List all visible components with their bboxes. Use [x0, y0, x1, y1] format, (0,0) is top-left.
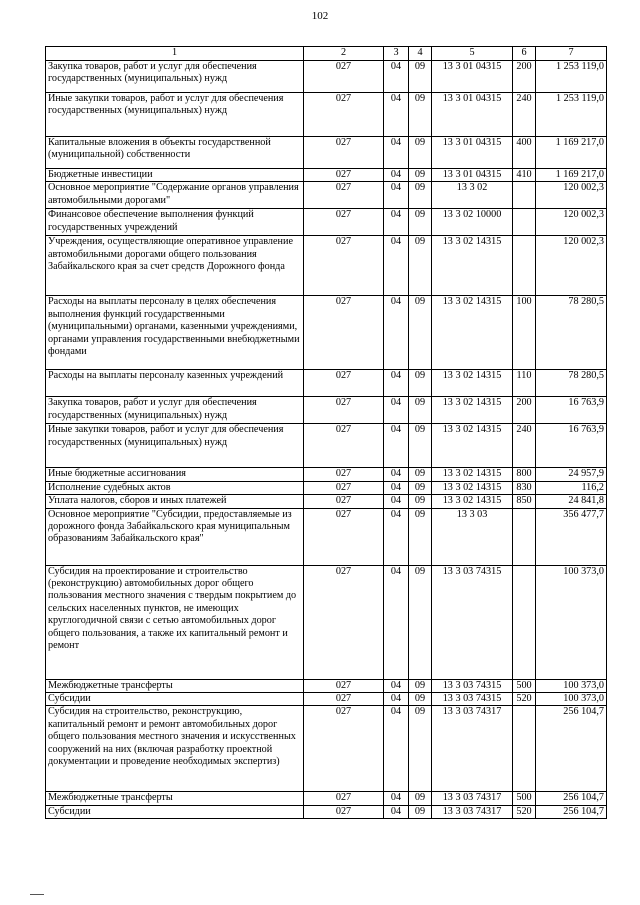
- row-col-3: 04: [384, 495, 409, 508]
- row-col-2: 027: [304, 182, 384, 209]
- header-col-5: 5: [432, 47, 513, 61]
- row-name: Субсидии: [46, 805, 304, 818]
- table-row: [46, 296, 607, 370]
- row-col-6: 520: [513, 805, 536, 818]
- row-col-5: 13 3 01 04315: [432, 61, 513, 93]
- row-col-5: 13 3 02 14315: [432, 468, 513, 481]
- row-amount: 100 373,0: [536, 693, 607, 706]
- row-name: Исполнение судебных актов: [46, 481, 304, 494]
- row-col-6: [513, 182, 536, 209]
- row-col-6: 200: [513, 61, 536, 93]
- row-col-6: 410: [513, 169, 536, 182]
- row-name: Учреждения, осуществляющие оперативное управление автомобильными дорогами общего пользования Забайкальского края за счет средств Дорожного фонда: [46, 236, 304, 296]
- row-col-3: 04: [384, 468, 409, 481]
- row-name: Иные бюджетные ассигнования: [46, 468, 304, 481]
- row-col-6: 500: [513, 792, 536, 805]
- row-col-4: 09: [409, 370, 432, 397]
- row-name: Иные закупки товаров, работ и услуг для обеспечения государственных (муниципальных) нужд: [46, 424, 304, 468]
- table-row: [46, 468, 607, 481]
- row-amount: 78 280,5: [536, 370, 607, 397]
- row-name: Субсидия на проектирование и строительство (реконструкцию) автомобильных дорог общего пользования местного значения с твердым покрытием до сельских населенных пунктов, не имеющих круглогодичной связи с сетью автомобильных дорог общего пользования, а также их капитальный ремонт и ремонт: [46, 565, 304, 679]
- row-name: Закупка товаров, работ и услуг для обеспечения государственных (муниципальных) нужд: [46, 61, 304, 93]
- row-col-6: [513, 508, 536, 565]
- row-col-2: 027: [304, 424, 384, 468]
- row-col-4: 09: [409, 236, 432, 296]
- row-amount: 24 957,9: [536, 468, 607, 481]
- row-col-4: 09: [409, 137, 432, 169]
- row-col-4: 09: [409, 495, 432, 508]
- row-col-5: 13 3 02 14315: [432, 397, 513, 424]
- table-row: [46, 169, 607, 182]
- table-row: [46, 679, 607, 692]
- row-col-3: 04: [384, 93, 409, 137]
- row-amount: 100 373,0: [536, 565, 607, 679]
- row-amount: 116,2: [536, 481, 607, 494]
- row-col-2: 027: [304, 792, 384, 805]
- row-amount: 16 763,9: [536, 397, 607, 424]
- row-col-5: 13 3 03 74315: [432, 679, 513, 692]
- row-col-2: 027: [304, 565, 384, 679]
- table-row: [46, 565, 607, 679]
- row-name: Основное мероприятие "Содержание органов управления автомобильными дорогами": [46, 182, 304, 209]
- row-col-4: 09: [409, 209, 432, 236]
- row-col-2: 027: [304, 693, 384, 706]
- row-col-4: 09: [409, 481, 432, 494]
- row-col-4: 09: [409, 679, 432, 692]
- row-col-2: 027: [304, 61, 384, 93]
- row-col-6: 800: [513, 468, 536, 481]
- row-col-5: 13 3 01 04315: [432, 169, 513, 182]
- table-header-row: [46, 47, 607, 61]
- row-col-2: 027: [304, 209, 384, 236]
- table-row: [46, 805, 607, 818]
- row-col-5: 13 3 03 74317: [432, 706, 513, 792]
- row-col-2: 027: [304, 508, 384, 565]
- row-col-5: 13 3 02 14315: [432, 495, 513, 508]
- row-amount: 16 763,9: [536, 424, 607, 468]
- row-col-6: 520: [513, 693, 536, 706]
- row-name: Бюджетные инвестиции: [46, 169, 304, 182]
- row-col-5: 13 3 02 14315: [432, 236, 513, 296]
- row-col-5: 13 3 03 74315: [432, 693, 513, 706]
- row-col-3: 04: [384, 370, 409, 397]
- row-col-3: 04: [384, 169, 409, 182]
- row-amount: 100 373,0: [536, 679, 607, 692]
- row-name: Иные закупки товаров, работ и услуг для обеспечения государственных (муниципальных) нужд: [46, 93, 304, 137]
- row-col-2: 027: [304, 370, 384, 397]
- row-col-4: 09: [409, 182, 432, 209]
- row-amount: 120 002,3: [536, 236, 607, 296]
- row-col-5: 13 3 01 04315: [432, 137, 513, 169]
- row-col-6: 500: [513, 679, 536, 692]
- table-row: [46, 137, 607, 169]
- row-col-3: 04: [384, 397, 409, 424]
- table-row: [46, 397, 607, 424]
- row-col-3: 04: [384, 236, 409, 296]
- table-row: [46, 792, 607, 805]
- row-col-4: 09: [409, 468, 432, 481]
- row-amount: 356 477,7: [536, 508, 607, 565]
- row-col-6: [513, 565, 536, 679]
- row-amount: 256 104,7: [536, 792, 607, 805]
- row-col-2: 027: [304, 481, 384, 494]
- row-col-3: 04: [384, 805, 409, 818]
- row-amount: 120 002,3: [536, 209, 607, 236]
- table-row: [46, 93, 607, 137]
- row-col-2: 027: [304, 137, 384, 169]
- row-col-4: 09: [409, 93, 432, 137]
- table-row: [46, 61, 607, 93]
- row-col-3: 04: [384, 61, 409, 93]
- row-col-3: 04: [384, 137, 409, 169]
- row-name: Расходы на выплаты персоналу казенных учреждений: [46, 370, 304, 397]
- header-col-7: 7: [536, 47, 607, 61]
- row-name: Капитальные вложения в объекты государственной (муниципальной) собственности: [46, 137, 304, 169]
- row-name: Субсидии: [46, 693, 304, 706]
- row-col-4: 09: [409, 424, 432, 468]
- row-col-2: 027: [304, 495, 384, 508]
- row-name: Расходы на выплаты персоналу в целях обеспечения выполнения функций государственными (муниципальными) органами, казенными учреждениями, органами управления государственными внебюджетными фондами: [46, 296, 304, 370]
- row-col-3: 04: [384, 481, 409, 494]
- row-col-4: 09: [409, 706, 432, 792]
- table-row: [46, 236, 607, 296]
- row-col-4: 09: [409, 169, 432, 182]
- row-col-3: 04: [384, 792, 409, 805]
- row-name: Межбюджетные трансферты: [46, 792, 304, 805]
- row-name: Субсидия на строительство, реконструкцию, капитальный ремонт и ремонт автомобильных дорог общего пользования местного значения и искусственных сооружений на них (включая разработку проектной документации и проведение необходимых экспертиз): [46, 706, 304, 792]
- table-body: [46, 61, 607, 819]
- row-col-5: 13 3 01 04315: [432, 93, 513, 137]
- row-col-6: 850: [513, 495, 536, 508]
- row-col-2: 027: [304, 93, 384, 137]
- table-row: [46, 508, 607, 565]
- row-name: Уплата налогов, сборов и иных платежей: [46, 495, 304, 508]
- table-row: [46, 209, 607, 236]
- row-col-5: 13 3 02 14315: [432, 424, 513, 468]
- row-col-6: 240: [513, 93, 536, 137]
- row-col-2: 027: [304, 679, 384, 692]
- table-row: [46, 706, 607, 792]
- table-row: [46, 693, 607, 706]
- row-name: Финансовое обеспечение выполнения функций государственных учреждений: [46, 209, 304, 236]
- row-col-2: 027: [304, 706, 384, 792]
- row-col-6: [513, 236, 536, 296]
- row-col-2: 027: [304, 236, 384, 296]
- row-amount: 256 104,7: [536, 706, 607, 792]
- row-amount: 256 104,7: [536, 805, 607, 818]
- row-col-3: 04: [384, 296, 409, 370]
- row-amount: 1 253 119,0: [536, 93, 607, 137]
- row-col-4: 09: [409, 565, 432, 679]
- table-row: [46, 182, 607, 209]
- row-col-6: 830: [513, 481, 536, 494]
- row-col-6: 200: [513, 397, 536, 424]
- row-col-4: 09: [409, 508, 432, 565]
- table-row: [46, 424, 607, 468]
- row-col-5: 13 3 02 10000: [432, 209, 513, 236]
- row-col-4: 09: [409, 61, 432, 93]
- row-col-3: 04: [384, 424, 409, 468]
- header-col-1: 1: [46, 47, 304, 61]
- row-name: Закупка товаров, работ и услуг для обеспечения государственных (муниципальных) нужд: [46, 397, 304, 424]
- row-col-3: 04: [384, 693, 409, 706]
- row-col-6: 400: [513, 137, 536, 169]
- row-col-3: 04: [384, 508, 409, 565]
- table-row: [46, 481, 607, 494]
- row-col-5: 13 3 02 14315: [432, 481, 513, 494]
- row-amount: 120 002,3: [536, 182, 607, 209]
- budget-table: [45, 46, 607, 819]
- row-col-3: 04: [384, 209, 409, 236]
- row-col-5: 13 3 03 74317: [432, 792, 513, 805]
- table-row: [46, 370, 607, 397]
- row-col-4: 09: [409, 693, 432, 706]
- row-col-2: 027: [304, 296, 384, 370]
- row-col-5: 13 3 03 74317: [432, 805, 513, 818]
- row-amount: 78 280,5: [536, 296, 607, 370]
- row-col-2: 027: [304, 805, 384, 818]
- header-col-3: 3: [384, 47, 409, 61]
- footer-dash: [30, 894, 44, 895]
- row-amount: 24 841,8: [536, 495, 607, 508]
- header-col-2: 2: [304, 47, 384, 61]
- row-name: Межбюджетные трансферты: [46, 679, 304, 692]
- row-col-5: 13 3 02: [432, 182, 513, 209]
- row-col-4: 09: [409, 792, 432, 805]
- row-col-4: 09: [409, 296, 432, 370]
- row-col-2: 027: [304, 397, 384, 424]
- row-col-5: 13 3 02 14315: [432, 296, 513, 370]
- row-col-6: [513, 209, 536, 236]
- row-col-4: 09: [409, 397, 432, 424]
- row-col-5: 13 3 02 14315: [432, 370, 513, 397]
- header-col-6: 6: [513, 47, 536, 61]
- row-amount: 1 169 217,0: [536, 137, 607, 169]
- row-col-4: 09: [409, 805, 432, 818]
- row-col-6: 100: [513, 296, 536, 370]
- row-col-3: 04: [384, 679, 409, 692]
- row-col-6: 240: [513, 424, 536, 468]
- row-col-5: 13 3 03: [432, 508, 513, 565]
- row-amount: 1 253 119,0: [536, 61, 607, 93]
- page-number: 102: [311, 10, 329, 22]
- row-col-3: 04: [384, 565, 409, 679]
- row-col-2: 027: [304, 169, 384, 182]
- row-col-2: 027: [304, 468, 384, 481]
- table-row: [46, 495, 607, 508]
- row-col-6: [513, 706, 536, 792]
- row-col-5: 13 3 03 74315: [432, 565, 513, 679]
- row-col-3: 04: [384, 706, 409, 792]
- row-col-3: 04: [384, 182, 409, 209]
- row-name: Основное мероприятие "Субсидии, предоставляемые из дорожного фонда Забайкальского края муниципальным образованиям Забайкальского края": [46, 508, 304, 565]
- row-amount: 1 169 217,0: [536, 169, 607, 182]
- header-col-4: 4: [409, 47, 432, 61]
- row-col-6: 110: [513, 370, 536, 397]
